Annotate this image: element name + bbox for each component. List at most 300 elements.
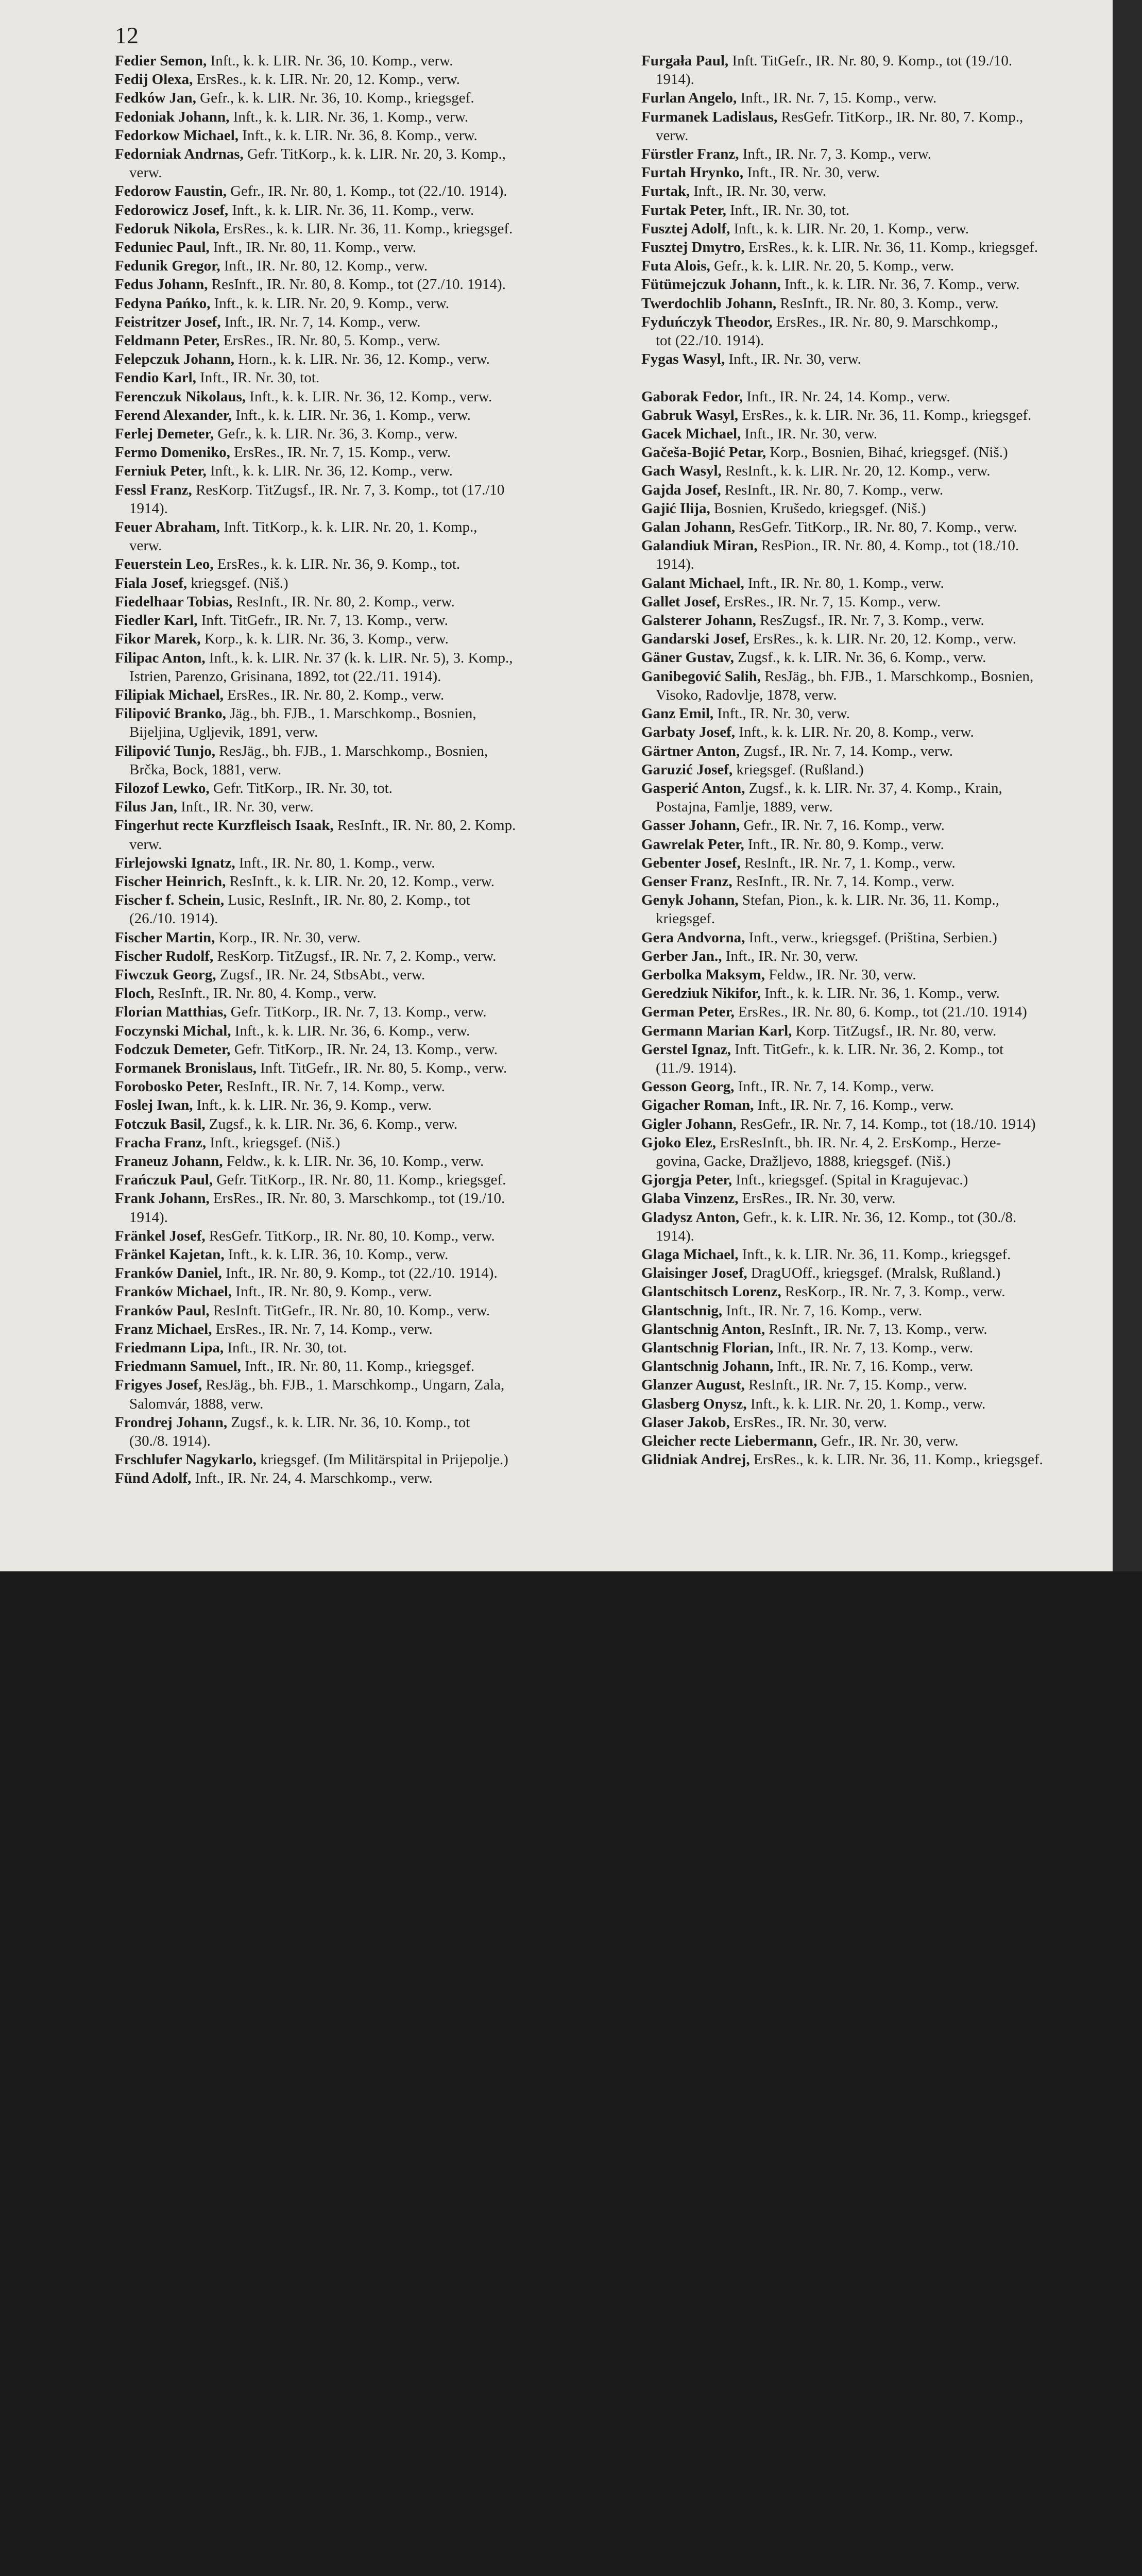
register-entry — [641, 275, 1115, 294]
entry-name: Gerstel Ignaz, — [641, 1041, 731, 1058]
entry-details: Gefr., k. k. LIR. Nr. 36, 12. Komp., tot (30./8. — [739, 1209, 1017, 1226]
entry-details: Korp., IR. Nr. 30, verw. — [215, 929, 361, 946]
entry-continuation: 1914). — [656, 71, 694, 88]
register-entry — [115, 1171, 620, 1189]
register-entry — [115, 574, 620, 592]
entry-details: ErsRes., IR. Nr. 80, 3. Marschkomp., tot (19./10. — [209, 1190, 505, 1207]
entry-continuation: govina, Gacke, Dražljevo, 1888, kriegsgef. (Niš.) — [656, 1153, 951, 1170]
register-entry — [641, 1450, 1115, 1469]
entry-details: Inft., k. k. LIR. Nr. 36, 12. Komp., verw. — [206, 463, 453, 480]
entry-name: Firlejowski Ignatz, — [115, 854, 235, 871]
register-entry — [115, 219, 620, 238]
entry-name: Fedoniak Johann, — [115, 108, 230, 125]
register-entry — [641, 1189, 1115, 1208]
entry-name: Fütümejczuk Johann, — [641, 276, 781, 293]
register-entry — [641, 536, 1115, 573]
entry-details: Stefan, Pion., k. k. LIR. Nr. 36, 11. Komp., — [738, 892, 999, 909]
entry-details: ResJäg., bh. FJB., 1. Marschkomp., Bosnien, — [761, 668, 1034, 685]
entry-details: Jäg., bh. FJB., 1. Marschkomp., Bosnien, — [226, 705, 476, 722]
entry-continuation: Brčka, Bock, 1881, verw. — [129, 761, 282, 778]
entry-details: Gefr., k. k. LIR. Nr. 36, 3. Komp., verw. — [214, 426, 458, 443]
entry-continuation: Visoko, Radovlje, 1878, verw. — [656, 686, 837, 703]
register-entry — [641, 667, 1115, 704]
entry-details: ResInft., IR. Nr. 80, 3. Komp., verw. — [776, 295, 999, 312]
entry-name: Feuerstein Leo, — [115, 556, 214, 573]
entry-continuation: Bijeljina, Ugljevik, 1891, verw. — [129, 724, 318, 741]
entry-name: Fracha Franz, — [115, 1134, 207, 1151]
entry-details: Inft., IR. Nr. 80, 1. Komp., verw. — [744, 574, 944, 591]
entry-name: Glidniak Andrej, — [641, 1451, 750, 1468]
entry-details: Inft., IR. Nr. 80, 9. Komp., verw. — [232, 1283, 432, 1300]
register-entry — [115, 425, 620, 443]
register-entry — [115, 1338, 620, 1357]
entry-name: Fiwczuk Georg, — [115, 966, 216, 983]
register-entry — [641, 816, 1115, 835]
entry-name: Fürstler Franz, — [641, 146, 739, 163]
entry-details: Inft., IR. Nr. 80, 1. Komp., verw. — [235, 854, 435, 871]
register-entry — [115, 649, 620, 686]
section-gap — [641, 368, 1115, 387]
register-entry — [115, 1227, 620, 1245]
entry-continuation: Postajna, Famlje, 1889, verw. — [656, 799, 833, 816]
entry-name: Filipović Tunjo, — [115, 742, 216, 759]
register-entry — [641, 1338, 1115, 1357]
register-entry — [115, 928, 620, 947]
register-entry — [115, 313, 620, 331]
register-entry — [641, 965, 1115, 984]
register-entry — [641, 350, 1115, 368]
entry-name: Feduniec Paul, — [115, 239, 210, 256]
register-entry — [115, 1022, 620, 1040]
entry-name: Ferenczuk Nikolaus, — [115, 388, 246, 405]
entry-name: Fiedler Karl, — [115, 612, 198, 629]
register-entry — [641, 704, 1115, 723]
entry-name: Glaisinger Josef, — [641, 1265, 747, 1282]
entry-name: Gerber Jan., — [641, 947, 722, 964]
entry-details: Inft., k. k. LIR. Nr. 36, 11. Komp., kriegsgef. — [738, 1246, 1011, 1263]
register-entry — [641, 406, 1115, 425]
register-entry — [115, 854, 620, 872]
entry-name: Fikor Marek, — [115, 631, 201, 648]
entry-name: Furgała Paul, — [641, 53, 729, 69]
register-entry — [115, 1469, 620, 1487]
register-entry — [115, 275, 620, 294]
register-entry — [641, 1115, 1115, 1133]
entry-name: Fischer f. Schein, — [115, 892, 225, 909]
register-entry — [641, 1245, 1115, 1264]
entry-details: Gefr. TitKorp., IR. Nr. 30, tot. — [209, 779, 393, 796]
register-entry — [641, 1282, 1115, 1301]
register-entry — [115, 350, 620, 368]
entry-details: ResInft., IR. Nr. 7, 1. Komp., verw. — [740, 854, 956, 871]
register-entry — [115, 406, 620, 425]
register-entry — [641, 294, 1115, 313]
entry-details: Inft., k. k. LIR. Nr. 36, 9. Komp., verw. — [193, 1097, 432, 1114]
entry-details: Zugsf., k. k. LIR. Nr. 36, 6. Komp., verw. — [205, 1115, 458, 1132]
entry-name: Furmanek Ladislaus, — [641, 108, 778, 125]
entry-details: ErsResInft., bh. IR. Nr. 4, 2. ErsKomp., Herze- — [716, 1134, 1001, 1151]
entry-name: Gebenter Josef, — [641, 854, 741, 871]
entry-details: Inft., IR. Nr. 30, tot. — [196, 369, 320, 386]
entry-details: Lusic, ResInft., IR. Nr. 80, 2. Komp., tot — [224, 892, 470, 909]
entry-details: kriegsgef. (Niš.) — [187, 574, 288, 591]
register-entry — [641, 630, 1115, 648]
register-entry — [115, 1189, 620, 1226]
entry-continuation: (26./10. 1914). — [129, 910, 218, 927]
entry-name: Gäner Gustav, — [641, 649, 734, 666]
entry-details: ResZugsf., IR. Nr. 7, 3. Komp., verw. — [756, 612, 984, 629]
entry-details: ErsRes., IR. Nr. 7, 14. Komp., verw. — [212, 1320, 433, 1337]
entry-details: Inft., k. k. LIR. 36, 10. Komp., verw. — [224, 1246, 449, 1263]
entry-details: ResInft., IR. Nr. 80, 7. Komp., verw. — [721, 481, 944, 498]
entry-details: Zugsf., IR. Nr. 7, 14. Komp., verw. — [740, 742, 953, 759]
entry-details: kriegsgef. (Im Militärspital in Prijepolje.) — [256, 1451, 508, 1468]
register-entry — [115, 1003, 620, 1021]
entry-name: Glasberg Onysz, — [641, 1395, 747, 1412]
entry-details: ResInft., k. k. LIR. Nr. 20, 12. Komp., verw. — [226, 873, 495, 890]
entry-details: Inft., kriegsgef. (Niš.) — [206, 1134, 340, 1151]
register-entry — [115, 481, 620, 518]
register-entry — [115, 238, 620, 257]
entry-details: Inft., IR. Nr. 80, 11. Komp., kriegsgef. — [241, 1358, 475, 1375]
entry-details: Inft., IR. Nr. 30, verw. — [722, 947, 859, 964]
entry-details: ResInft., IR. Nr. 80, 2. Komp., verw. — [232, 593, 455, 610]
entry-details: ResGefr. TitKorp., IR. Nr. 80, 7. Komp., verw. — [735, 519, 1017, 536]
register-entry — [115, 145, 620, 182]
register-entry — [115, 816, 620, 853]
entry-details: Inft., k. k. LIR. Nr. 37 (k. k. LIR. Nr. 5), 3. Komp., — [205, 649, 513, 666]
entry-name: Gajić Ilija, — [641, 500, 710, 517]
register-entry — [641, 779, 1115, 816]
entry-details: Inft. TitGefr., IR. Nr. 80, 9. Komp., tot (19./10. — [728, 53, 1013, 69]
entry-details: Inft., IR. Nr. 7, 15. Komp., verw. — [737, 90, 937, 107]
entry-details: Inft., k. k. LIR. Nr. 20, 1. Komp., verw. — [746, 1395, 986, 1412]
entry-name: Gesson Georg, — [641, 1078, 735, 1095]
entry-details: DragUOff., kriegsgef. (Mralsk, Rußland.) — [747, 1265, 1001, 1282]
register-entry — [641, 108, 1115, 145]
register-entry — [115, 89, 620, 107]
entry-details: Inft., IR. Nr. 7, 16. Komp., verw. — [754, 1097, 954, 1114]
entry-name: Fedorowicz Josef, — [115, 201, 229, 218]
entry-name: Gladysz Anton, — [641, 1209, 740, 1226]
register-entry — [641, 947, 1115, 965]
entry-details: Inft., IR. Nr. 7, 3. Komp., verw. — [739, 146, 931, 163]
register-entry — [641, 1376, 1115, 1394]
register-entry — [641, 387, 1115, 406]
entry-details: ResGefr. TitKorp., IR. Nr. 80, 10. Komp., verw. — [205, 1227, 495, 1244]
entry-details: ErsRes., IR. Nr. 80, 5. Komp., verw. — [219, 332, 440, 349]
entry-name: Glantschnig, — [641, 1302, 723, 1319]
entry-details: Inft., IR. Nr. 30, verw. — [690, 183, 826, 200]
entry-name: Germann Marian Karl, — [641, 1022, 792, 1039]
register-entry — [641, 313, 1115, 350]
entry-name: Garbaty Josef, — [641, 724, 736, 741]
entry-name: Frank Johann, — [115, 1190, 210, 1207]
entry-name: Fyduńczyk Theodor, — [641, 313, 773, 330]
register-entry — [115, 294, 620, 313]
entry-details: Inft., IR. Nr. 80, 9. Komp., verw. — [744, 836, 944, 853]
register-entry — [115, 52, 620, 70]
entry-continuation: 1914). — [656, 1227, 694, 1244]
entry-continuation: 1914). — [656, 556, 694, 573]
entry-details: Zugsf., IR. Nr. 24, StbsAbt., verw. — [216, 966, 425, 983]
entry-continuation: kriegsgef. — [656, 910, 715, 927]
entry-details: Bosnien, Krušedo, kriegsgef. (Niš.) — [710, 500, 926, 517]
entry-details: Horn., k. k. LIR. Nr. 36, 12. Komp., verw. — [234, 351, 490, 368]
entry-details: ResInft., IR. Nr. 80, 4. Komp., verw. — [154, 985, 377, 1002]
register-entry — [641, 760, 1115, 779]
entry-name: Fiala Josef, — [115, 574, 188, 591]
entry-details: ResKorp. TitZugsf., IR. Nr. 7, 2. Komp., verw. — [213, 947, 497, 964]
register-entry — [115, 1264, 620, 1282]
entry-name: Gigacher Roman, — [641, 1097, 754, 1114]
register-entry — [115, 70, 620, 89]
entry-name: Felepczuk Johann, — [115, 351, 235, 368]
entry-details: Inft., k. k. LIR. Nr. 20, 9. Komp., verw. — [210, 295, 450, 312]
register-entry — [115, 387, 620, 406]
entry-details: Zugsf., k. k. LIR. Nr. 36, 10. Komp., tot — [227, 1414, 470, 1431]
entry-details: ErsRes., IR. Nr. 30, verw. — [729, 1414, 887, 1431]
entry-continuation: 1914). — [129, 500, 168, 517]
entry-name: Fessl Franz, — [115, 481, 192, 498]
entry-details: Inft. TitGefr., k. k. LIR. Nr. 36, 2. Komp., tot — [730, 1041, 1004, 1058]
entry-details: Inft., IR. Nr. 80, 12. Komp., verw. — [220, 258, 428, 275]
entry-details: ErsRes., k. k. LIR. Nr. 36, 11. Komp., kriegsgef. — [219, 220, 513, 237]
entry-name: Furlan Angelo, — [641, 90, 737, 107]
entry-details: Gefr. TitKorp., IR. Nr. 24, 13. Komp., verw. — [230, 1041, 498, 1058]
entry-name: Fedorniak Andrnas, — [115, 146, 244, 163]
entry-details: Gefr., IR. Nr. 7, 16. Komp., verw. — [740, 817, 945, 834]
entry-details: Inft., IR. Nr. 30, tot. — [224, 1340, 347, 1357]
entry-continuation: verw. — [656, 127, 689, 144]
entry-details: Inft., kriegsgef. (Spital in Kragujevac.) — [732, 1172, 968, 1189]
entry-name: Galant Michael, — [641, 574, 744, 591]
entry-name: Gach Wasyl, — [641, 463, 722, 480]
register-entry — [641, 145, 1115, 163]
entry-details: ErsRes., k. k. LIR. Nr. 20, 12. Komp., verw. — [193, 71, 460, 88]
register-entry — [115, 257, 620, 275]
register-entry — [115, 947, 620, 965]
entry-name: Fingerhut recte Kurzfleisch Isaak, — [115, 817, 334, 834]
entry-details: Inft., IR. Nr. 30, verw. — [743, 164, 880, 181]
entry-continuation: verw. — [129, 537, 162, 554]
entry-details: ResInft., k. k. LIR. Nr. 20, 12. Komp., verw. — [721, 463, 991, 480]
entry-details: Korp., Bosnien, Bihać, kriegsgef. (Niš.) — [766, 444, 1008, 461]
register-entry — [641, 182, 1115, 200]
entry-details: ResInft., IR. Nr. 7, 14. Komp., verw. — [223, 1078, 445, 1095]
entry-details: Inft., k. k. LIR. Nr. 36, 11. Komp., verw. — [228, 201, 474, 218]
entry-continuation: tot (22./10. 1914). — [656, 332, 764, 349]
entry-name: Fedoruk Nikola, — [115, 220, 220, 237]
entry-name: Gacek Michael, — [641, 426, 741, 443]
entry-details: Feldw., k. k. LIR. Nr. 36, 10. Komp., verw. — [223, 1153, 484, 1170]
entry-name: Friedmann Lipa, — [115, 1340, 224, 1357]
register-entry — [641, 1077, 1115, 1096]
entry-name: Fermo Domeniko, — [115, 444, 230, 461]
entry-details: Gefr., k. k. LIR. Nr. 20, 5. Komp., verw. — [710, 258, 954, 275]
entry-name: Frańczuk Paul, — [115, 1172, 213, 1189]
entry-details: Gefr. TitKorp., IR. Nr. 80, 11. Komp., kriegsgef. — [213, 1172, 506, 1189]
register-entry — [115, 1040, 620, 1059]
entry-name: Galan Johann, — [641, 519, 736, 536]
entry-details: ResKorp., IR. Nr. 7, 3. Komp., verw. — [781, 1283, 1005, 1300]
entry-details: ResPion., IR. Nr. 80, 4. Komp., tot (18./10. — [757, 537, 1019, 554]
entry-details: ErsRes., k. k. LIR. Nr. 36, 11. Komp., kriegsgef. — [744, 239, 1038, 256]
entry-details: Gefr. TitKorp., k. k. LIR. Nr. 20, 3. Komp., — [243, 146, 506, 163]
entry-name: Gaborak Fedor, — [641, 388, 743, 405]
entry-name: Fedków Jan, — [115, 90, 196, 107]
register-entry — [115, 518, 620, 555]
entry-name: Fedus Johann, — [115, 276, 208, 293]
entry-name: Florian Matthias, — [115, 1004, 227, 1021]
entry-details: Inft., k. k. LIR. Nr. 36, 1. Komp., verw. — [761, 985, 1000, 1002]
register-entry — [115, 1096, 620, 1114]
register-entry — [115, 1376, 620, 1413]
entry-details: ResInft., IR. Nr. 7, 13. Komp., verw. — [765, 1320, 987, 1337]
entry-details: Inft., k. k. LIR. Nr. 36, 1. Komp., verw. — [229, 108, 469, 125]
entry-name: Feuer Abraham, — [115, 519, 220, 536]
register-entry — [641, 928, 1115, 947]
entry-continuation: Salomvár, 1888, verw. — [129, 1395, 264, 1412]
entry-details: ErsRes., IR. Nr. 30, verw. — [738, 1190, 896, 1207]
entry-name: Fiedelhaar Tobias, — [115, 593, 233, 610]
entry-name: Filus Jan, — [115, 799, 177, 816]
entry-name: Glantschnig Florian, — [641, 1340, 774, 1356]
entry-details: Inft., k. k. LIR. Nr. 20, 1. Komp., verw. — [730, 220, 969, 237]
entry-continuation: (11./9. 1914). — [656, 1059, 737, 1076]
entry-continuation: 1914). — [129, 1209, 168, 1226]
entry-details: Inft., IR. Nr. 30, verw. — [713, 705, 850, 722]
register-entry — [641, 1040, 1115, 1077]
entry-details: ErsRes., IR. Nr. 7, 15. Komp., verw. — [230, 444, 451, 461]
entry-name: German Peter, — [641, 1004, 735, 1021]
register-entry — [115, 1059, 620, 1077]
entry-continuation: verw. — [129, 164, 162, 181]
entry-details: ResInft., IR. Nr. 80, 8. Komp., tot (27./10. 1914). — [208, 276, 506, 293]
register-entry — [115, 611, 620, 630]
right-column — [641, 52, 1115, 1469]
entry-details: Gefr., IR. Nr. 80, 1. Komp., tot (22./10. 1914). — [226, 183, 507, 200]
entry-name: Twerdochlib Johann, — [641, 295, 777, 312]
entry-name: Fränkel Josef, — [115, 1227, 206, 1244]
entry-details: Inft. TitKorp., k. k. LIR. Nr. 20, 1. Komp., — [220, 519, 478, 536]
register-entry — [115, 182, 620, 200]
entry-details: Inft., k. k. LIR. Nr. 20, 8. Komp., verw. — [735, 724, 974, 741]
entry-name: Gleicher recte Liebermann, — [641, 1433, 817, 1450]
entry-name: Glaga Michael, — [641, 1246, 739, 1263]
entry-details: ResInft., IR. Nr. 80, 2. Komp. — [333, 817, 516, 834]
register-entry — [641, 52, 1115, 89]
entry-name: Frondrej Johann, — [115, 1414, 228, 1431]
register-entry — [641, 835, 1115, 854]
entry-name: Glantschnig Johann, — [641, 1358, 774, 1375]
register-entry — [641, 1264, 1115, 1282]
register-entry — [115, 1245, 620, 1264]
entry-name: Glantschitsch Lorenz, — [641, 1283, 781, 1300]
entry-details: Gefr. TitKorp., IR. Nr. 7, 13. Komp., verw. — [227, 1004, 487, 1021]
entry-name: Floch, — [115, 985, 155, 1002]
register-entry — [641, 481, 1115, 499]
register-entry — [115, 1301, 620, 1320]
entry-name: Feldmann Peter, — [115, 332, 220, 349]
entry-details: Inft., k. k. LIR. Nr. 36, 12. Komp., verw. — [246, 388, 492, 405]
register-entry — [641, 854, 1115, 872]
entry-details: ErsRes., k. k. LIR. Nr. 36, 11. Komp., kriegsgef. — [749, 1451, 1043, 1468]
register-entry — [641, 163, 1115, 182]
entry-name: Galandiuk Miran, — [641, 537, 758, 554]
register-entry — [641, 219, 1115, 238]
entry-name: Ganibegović Salih, — [641, 668, 761, 685]
register-entry — [115, 1133, 620, 1152]
entry-details: ResJäg., bh. FJB., 1. Marschkomp., Ungarn, Zala, — [202, 1377, 505, 1394]
entry-name: Furtak Peter, — [641, 201, 726, 218]
entry-details: ErsRes., IR. Nr. 80, 9. Marschkomp., — [772, 313, 998, 330]
entry-details: Inft., IR. Nr. 7, 13. Komp., verw. — [773, 1340, 974, 1356]
register-entry — [115, 331, 620, 350]
register-entry — [115, 443, 620, 462]
entry-name: Glaba Vinzenz, — [641, 1190, 739, 1207]
entry-name: Geredziuk Nikifor, — [641, 985, 761, 1002]
register-entry — [115, 742, 620, 779]
register-entry — [641, 1133, 1115, 1171]
register-entry — [115, 798, 620, 816]
register-entry — [115, 555, 620, 573]
entry-details: Inft. TitGefr., IR. Nr. 7, 13. Komp., verw. — [197, 612, 448, 629]
register-entry — [641, 592, 1115, 611]
entry-details: Inft., IR. Nr. 80, 11. Komp., verw. — [209, 239, 417, 256]
entry-name: Fischer Rudolf, — [115, 947, 214, 964]
entry-details: Inft., IR. Nr. 30, tot. — [726, 201, 850, 218]
register-entry — [641, 723, 1115, 741]
register-entry — [115, 1413, 620, 1450]
register-entry — [641, 1022, 1115, 1040]
register-entry — [115, 872, 620, 891]
entry-name: Gallet Josef, — [641, 593, 721, 610]
register-entry — [641, 201, 1115, 219]
entry-name: Gabruk Wasyl, — [641, 406, 739, 423]
entry-details: ResInft., IR. Nr. 7, 15. Komp., verw. — [744, 1377, 967, 1394]
entry-continuation: (30./8. 1914). — [129, 1433, 211, 1450]
entry-details: Inft., k. k. LIR. Nr. 36, 6. Komp., verw. — [231, 1022, 470, 1039]
viewer-footer — [0, 1571, 1142, 1694]
entry-name: Glanzer August, — [641, 1377, 745, 1394]
register-entry — [641, 1413, 1115, 1432]
register-entry — [641, 1395, 1115, 1413]
entry-details: Gefr., IR. Nr. 30, verw. — [817, 1433, 959, 1450]
register-entry — [115, 630, 620, 648]
register-entry — [641, 1171, 1115, 1189]
entry-details: Zugsf., k. k. LIR. Nr. 36, 6. Komp., verw. — [734, 649, 986, 666]
entry-name: Gajda Josef, — [641, 481, 721, 498]
register-entry — [641, 238, 1115, 257]
entry-name: Filipac Anton, — [115, 649, 206, 666]
entry-details: Inft., k. k. LIR. Nr. 36, 8. Komp., verw. — [238, 127, 478, 144]
entry-details: Inft., IR. Nr. 7, 16. Komp., verw. — [722, 1302, 923, 1319]
entry-details: Inft., IR. Nr. 7, 14. Komp., verw. — [220, 313, 421, 330]
entry-name: Fischer Heinrich, — [115, 873, 226, 890]
register-entry — [641, 257, 1115, 275]
entry-continuation: verw. — [129, 836, 162, 853]
register-entry — [115, 891, 620, 928]
page-edge — [1113, 0, 1142, 1571]
register-entry — [115, 1152, 620, 1171]
entry-name: Foczynski Michal, — [115, 1022, 231, 1039]
entry-name: Fedier Semon, — [115, 53, 207, 69]
register-entry — [641, 1003, 1115, 1021]
entry-name: Galsterer Johann, — [641, 612, 756, 629]
entry-name: Genyk Johann, — [641, 892, 739, 909]
entry-details: Korp., k. k. LIR. Nr. 36, 3. Komp., verw. — [200, 631, 449, 648]
